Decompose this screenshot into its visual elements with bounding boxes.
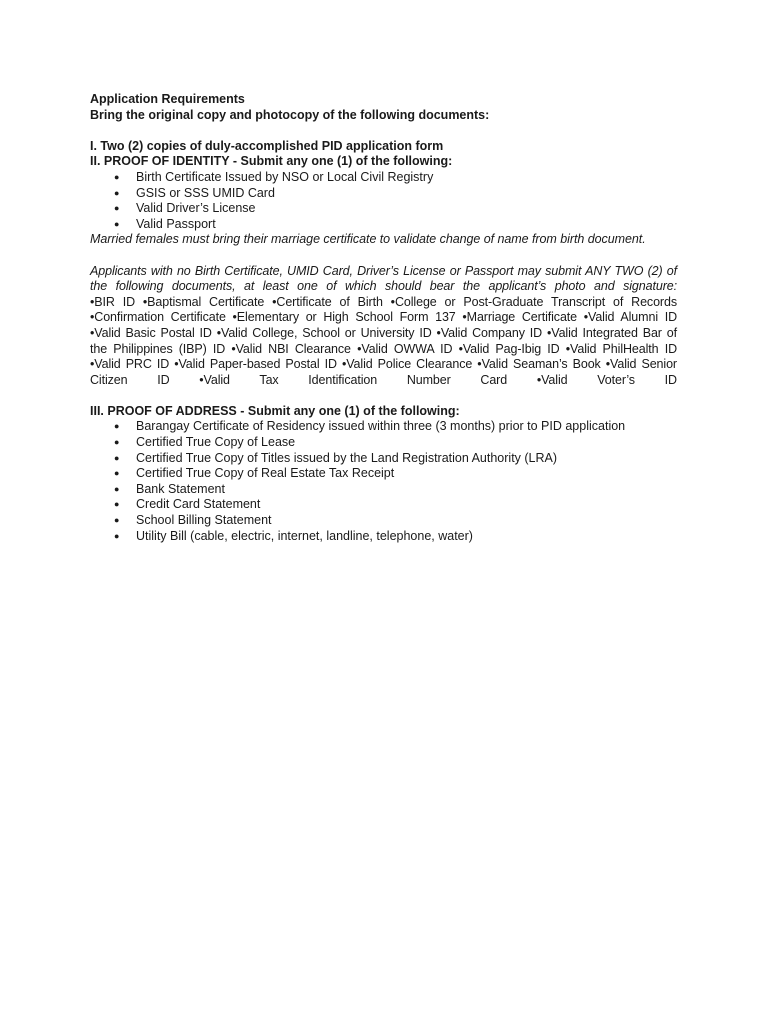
list-item-text: Certified True Copy of Lease bbox=[136, 435, 296, 450]
list-item bbox=[114, 217, 677, 233]
list-item bbox=[114, 201, 677, 217]
list-item bbox=[114, 513, 677, 529]
alternative-intro-line: the following documents, at least one of which should bear the applicant’s photo and signature: bbox=[90, 279, 677, 294]
list-item-text: GSIS or SSS UMID Card bbox=[136, 185, 275, 200]
bullet-icon: ● bbox=[114, 483, 120, 494]
proof-of-identity-instruction: - Submit any one (1) of the following: bbox=[229, 154, 453, 169]
bullet-icon: ● bbox=[114, 437, 120, 448]
list-item bbox=[114, 435, 677, 451]
list-item bbox=[114, 186, 677, 202]
bullet-icon: ● bbox=[114, 499, 120, 510]
alternative-intro-line: Applicants with no Birth Certificate, UMID Card, Driver’s License or Passport may submit ANY TWO (2) of bbox=[90, 263, 677, 278]
list-item bbox=[114, 482, 677, 498]
bullet-icon: ● bbox=[114, 203, 120, 214]
list-item bbox=[114, 451, 677, 467]
bullet-icon: ● bbox=[114, 468, 120, 479]
alternative-documents-line: •BIR ID •Baptismal Certificate •Certificate of Birth •College or Post-Graduate Transcript of Records bbox=[90, 294, 677, 309]
alternative-documents-line: •Valid Basic Postal ID •Valid College, School or University ID •Valid Company ID •Valid Integrated Bar of bbox=[90, 325, 677, 340]
proof-of-address-list bbox=[90, 419, 677, 544]
proof-of-identity-list bbox=[90, 170, 677, 232]
bullet-icon: ● bbox=[114, 187, 120, 198]
alternative-documents-line: •Valid PRC ID •Valid Paper-based Postal ID •Valid Police Clearance •Valid Seaman’s Book •Valid Senior bbox=[90, 357, 677, 372]
proof-of-address-title bbox=[90, 404, 677, 420]
alternative-documents-line: Citizen ID •Valid Tax Identification Number Card •Valid Voter’s ID bbox=[90, 372, 677, 387]
alternative-documents-line: the Philippines (IBP) ID •Valid NBI Clearance •Valid OWWA ID •Valid Pag-Ibig ID •Valid PhilHealth ID bbox=[90, 341, 677, 356]
married-females-note: Married females must bring their marriage certificate to validate change of name from birth document. bbox=[90, 232, 646, 247]
list-item bbox=[114, 170, 677, 186]
proof-of-address-label: III. PROOF OF ADDRESS bbox=[90, 403, 237, 418]
bullet-icon: ● bbox=[114, 515, 120, 526]
bullet-icon: ● bbox=[114, 421, 120, 432]
alternative-documents-line: •Confirmation Certificate •Elementary or High School Form 137 •Marriage Certificate •Valid Alumni ID bbox=[90, 310, 677, 325]
spacer bbox=[90, 388, 677, 404]
proof-of-address-instruction: - Submit any one (1) of the following: bbox=[236, 403, 460, 418]
bullet-icon: ● bbox=[114, 171, 120, 182]
requirement-application-form: I. Two (2) copies of duly-accomplished PID application form bbox=[90, 138, 444, 153]
list-item-text: Credit Card Statement bbox=[136, 497, 261, 512]
list-item-text: Bank Statement bbox=[136, 481, 225, 496]
list-item-text: Certified True Copy of Real Estate Tax Receipt bbox=[136, 466, 395, 481]
list-item bbox=[114, 466, 677, 482]
list-item bbox=[114, 497, 677, 513]
list-item-text: Valid Driver’s License bbox=[136, 201, 256, 216]
list-item-text: Birth Certificate Issued by NSO or Local Civil Registry bbox=[136, 169, 434, 184]
list-item-text: Utility Bill (cable, electric, internet, landline, telephone, water) bbox=[136, 528, 473, 543]
list-item-text: Barangay Certificate of Residency issued within three (3 months) prior to PID application bbox=[136, 419, 626, 434]
list-item bbox=[114, 529, 677, 545]
list-item bbox=[114, 419, 677, 435]
spacer bbox=[90, 123, 677, 139]
proof-of-identity-title bbox=[90, 154, 677, 170]
proof-of-identity-label: II. PROOF OF IDENTITY bbox=[90, 154, 230, 169]
bullet-icon: ● bbox=[114, 452, 120, 463]
bullet-icon: ● bbox=[114, 530, 120, 541]
list-item-text: School Billing Statement bbox=[136, 513, 272, 528]
bullet-icon: ● bbox=[114, 218, 120, 229]
list-item-text: Valid Passport bbox=[136, 216, 216, 231]
document-page bbox=[90, 92, 677, 544]
document-subheading: Bring the original copy and photocopy of the following documents: bbox=[90, 107, 490, 122]
spacer bbox=[90, 248, 677, 264]
document-heading: Application Requirements bbox=[90, 92, 245, 106]
list-item-text: Certified True Copy of Titles issued by the Land Registration Authority (LRA) bbox=[136, 450, 558, 465]
